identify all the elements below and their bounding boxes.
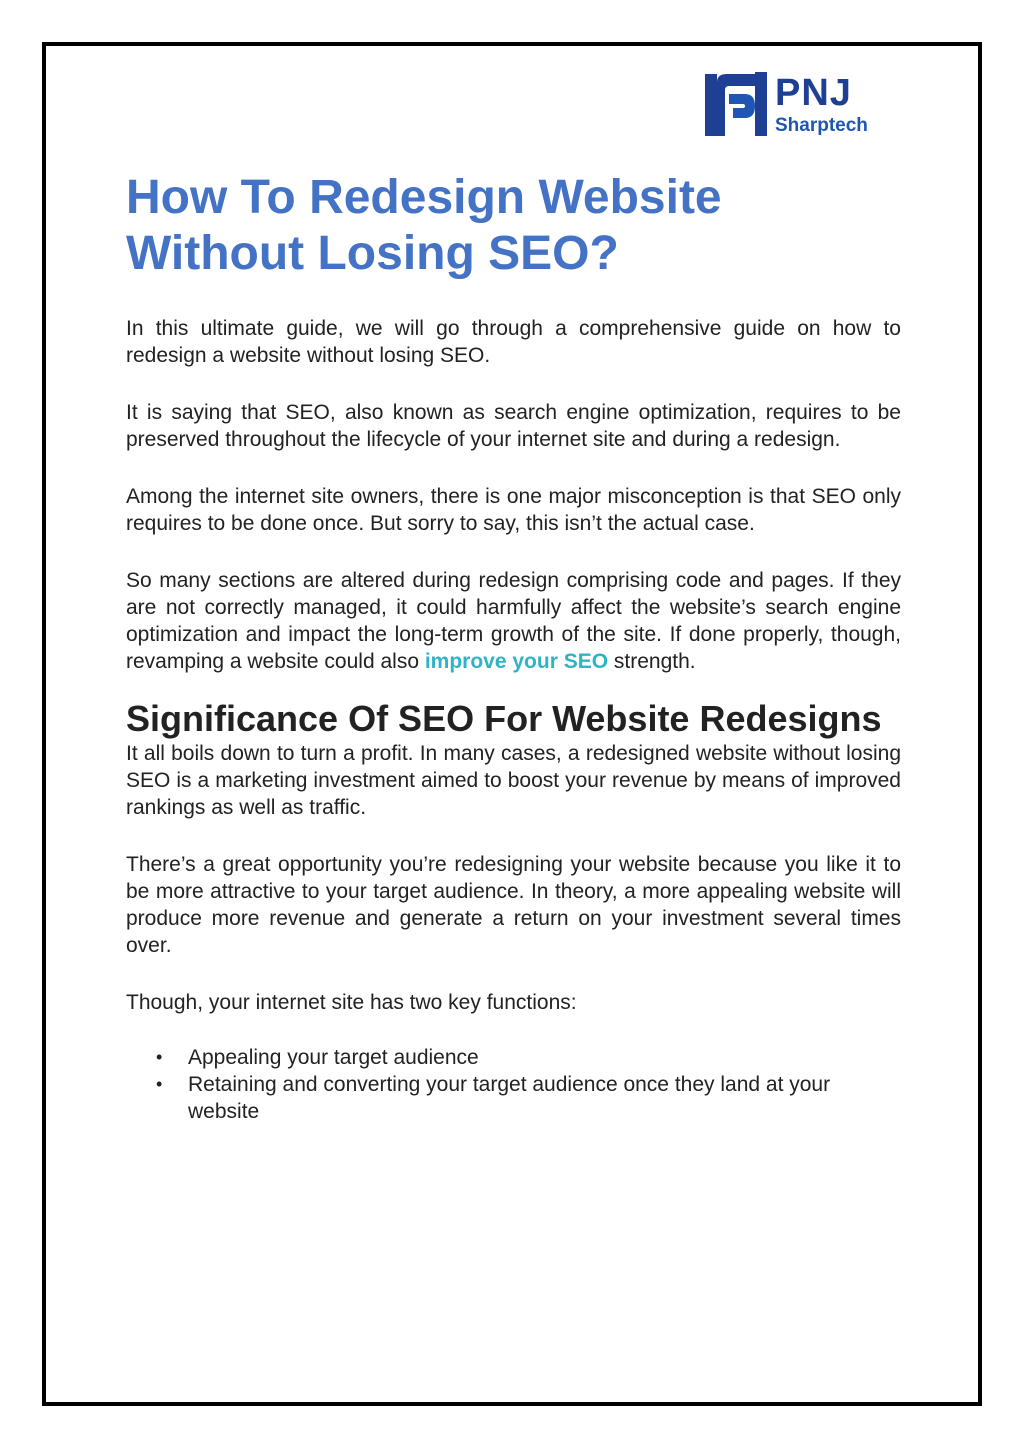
section-paragraph-2: There’s a great opportunity you’re redesigning your website because you like it to be more attractive to your target audience. In theory, a more appealing website will produce more revenue and generate a return on your investment several times over. xyxy=(126,853,901,957)
article-title: How To Redesign Website Without Losing SEO? xyxy=(126,171,722,280)
intro-paragraph-3: Among the internet site owners, there is one major misconception is that SEO only requires to be done once. But sorry to say, this isn’t the actual case. xyxy=(126,485,901,535)
company-logo xyxy=(705,68,868,140)
paragraph-text: So many sections are altered during redesign comprising code and pages. If they are not correctly managed, it could harmfully affect the website’s search engine optimization and impact the long-term growth of the site. If done properly, though, revamping a website could also xyxy=(126,569,901,673)
list-item xyxy=(156,1044,901,1071)
page-frame xyxy=(42,42,982,1406)
list-item xyxy=(156,1071,901,1125)
list-item-text: Retaining and converting your target audience once they land at your website xyxy=(188,1073,831,1123)
intro-paragraph-2: It is saying that SEO, also known as search engine optimization, requires to be preserved throughout the lifecycle of your internet site and during a redesign. xyxy=(126,401,901,451)
section-paragraph-1: It all boils down to turn a profit. In many cases, a redesigned website without losing SEO is a marketing investment aimed to boost your revenue by means of improved rankings as well as traffic. xyxy=(126,742,901,819)
bullet-icon: • xyxy=(156,1074,163,1094)
improve-seo-link[interactable]: improve your SEO xyxy=(424,650,609,673)
logo-subtitle: Sharptech xyxy=(775,114,868,136)
intro-paragraph-4 xyxy=(126,567,901,675)
functions-list xyxy=(126,1044,901,1125)
bullet-icon: • xyxy=(156,1047,163,1067)
paragraph-text: strength. xyxy=(608,650,696,673)
section-heading: Significance Of SEO For Website Redesigns xyxy=(126,698,882,739)
article-body xyxy=(126,170,901,1125)
section-paragraph-3: Though, your internet site has two key functions: xyxy=(126,991,577,1014)
pnj-logo-icon xyxy=(705,68,767,140)
list-item-text: Appealing your target audience xyxy=(188,1046,479,1069)
logo-name: PNJ xyxy=(775,71,852,114)
intro-paragraph-1: In this ultimate guide, we will go through a comprehensive guide on how to redesign a website without losing SEO. xyxy=(126,317,901,367)
